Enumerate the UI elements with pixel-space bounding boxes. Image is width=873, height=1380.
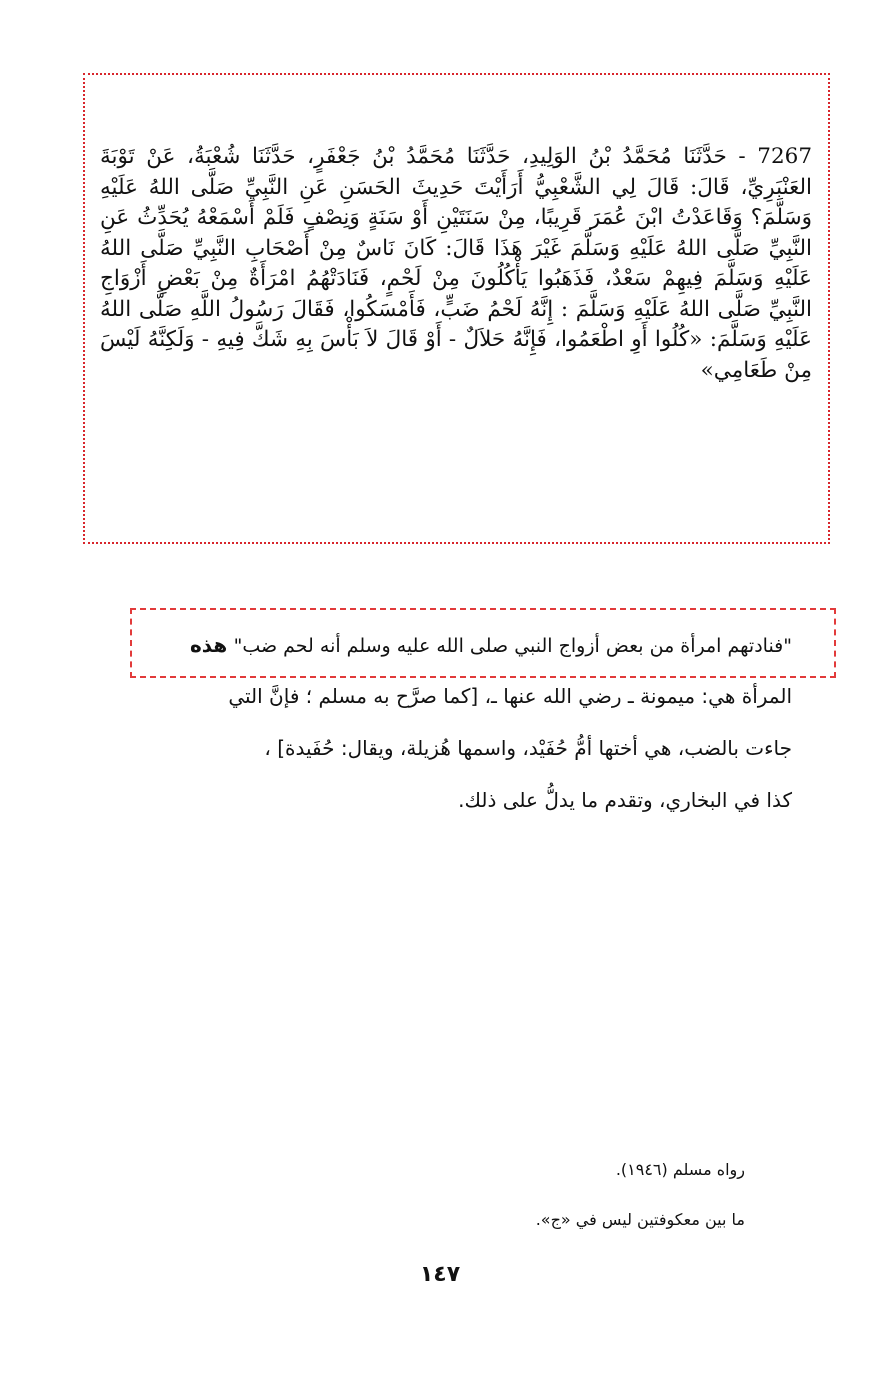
- commentary-line-2: المرأة هي: ميمونة ـ رضي الله عنها ـ، [كما صرَّح به مسلم ؛ فإنَّ التي: [228, 684, 792, 708]
- quoted-sentence: "فنادتهم امرأة من بعض أزواج النبي صلى الله عليه وسلم أنه لحم ضب": [233, 635, 792, 657]
- hadith-paragraph: [100, 142, 812, 386]
- hadith-body: - حَدَّثَنَا مُحَمَّدُ بْنُ الوَلِيدِ، حَدَّثَنَا مُحَمَّدُ بْنُ جَعْفَرٍ، حَدَّثَنَا شُعْبَةُ، عَنْ تَوْبَةَ العَنْبَرِيِّ، قَالَ: قَالَ لِي الشَّعْبِيُّ أَرَأَيْتَ حَدِيثَ الحَسَنِ عَنِ النَّبِيِّ صَلَّى اللهُ عَلَيْهِ وَسَلَّمَ؟ وَقَاعَدْتُ ابْنَ عُمَرَ قَرِيبًا، مِنْ سَنَتَيْنِ أَوْ سَنَةٍ وَنِصْفٍ فَلَمْ أَسْمَعْهُ يُحَدِّثُ عَنِ النَّبِيِّ صَلَّى اللهُ عَلَيْهِ وَسَلَّمَ غَيْرَ هَذَا قَالَ: كَانَ نَاسٌ مِنْ أَصْحَابِ النَّبِيِّ صَلَّى اللهُ عَلَيْهِ وَسَلَّمَ فِيهِمْ سَعْدٌ، فَذَهَبُوا يَأْكُلُونَ مِنْ لَحْمٍ، فَنَادَتْهُمُ امْرَأَةٌ مِنْ بَعْضِ أَزْوَاجِ النَّبِيِّ صَلَّى اللهُ عَلَيْهِ وَسَلَّمَ : إِنَّهُ لَحْمُ ضَبٍّ، فَأَمْسَكُوا، فَقَالَ رَسُولُ اللَّهِ صَلَّى اللهُ عَلَيْهِ وَسَلَّمَ: «كُلُوا أَوِ اطْعَمُوا، فَإِنَّهُ حَلاَلٌ - أَوْ قَالَ لاَ بَأْسَ بِهِ شَكَّ فِيهِ - وَلَكِنَّهُ لَيْسَ مِنْ طَعَامِي»: [100, 144, 812, 383]
- hadith-number: 7267: [757, 144, 812, 169]
- footnotes: [440, 1152, 745, 1252]
- commentary-line-3: جاءت بالضب، هي أختها أمُّ حُفَيْد، واسمها هُزيلة، ويقال: حُفَيدة] ،: [264, 736, 792, 760]
- commentary-line-1: [80, 620, 792, 670]
- commentary-lead-word: هذه: [189, 633, 228, 657]
- commentary-block: [80, 620, 792, 826]
- page-number: ١٤٧: [419, 1262, 461, 1287]
- footnote-1: رواه مسلم (١٩٤٦).: [615, 1160, 745, 1179]
- commentary-line-4: كذا في البخاري، وتقدم ما يدلُّ على ذلك.: [458, 788, 792, 812]
- footnote-2: ما بين معكوفتين ليس في «ج».: [535, 1210, 745, 1229]
